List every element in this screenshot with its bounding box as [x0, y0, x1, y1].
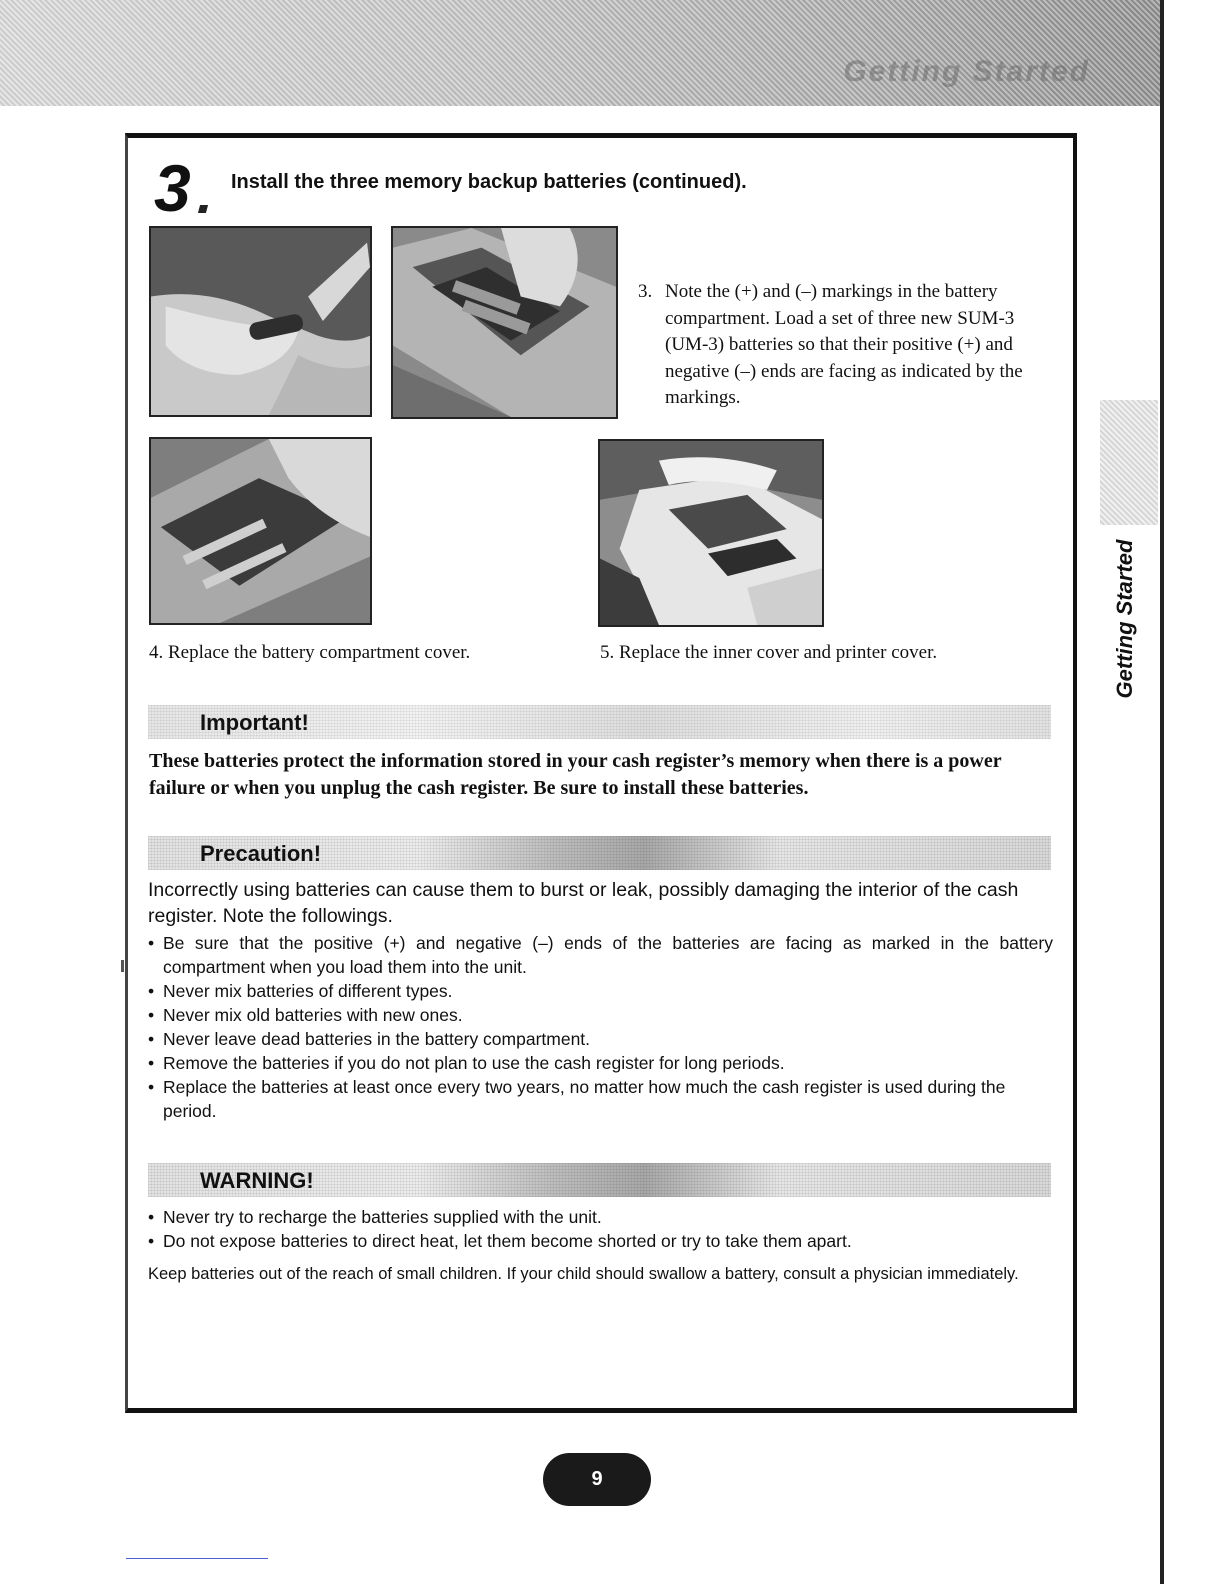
precaution-banner — [148, 836, 1051, 870]
precaution-list — [148, 931, 1053, 1123]
list-item: • Do not expose batteries to direct heat, let them become shorted or try to take them apart. — [148, 1229, 1053, 1253]
caption-step-4: 4. Replace the battery compartment cover. — [149, 642, 471, 663]
step-3-number: 3. — [638, 281, 653, 302]
list-item: • Never try to recharge the batteries supplied with the unit. — [148, 1205, 1053, 1229]
photo-compartment-cover — [149, 437, 372, 625]
warning-list — [148, 1205, 1053, 1253]
step-3-instruction — [638, 279, 1054, 412]
precaution-intro: Incorrectly using batteries can cause them to burst or leak, possibly damaging the interior of the cash register. Note the followings. — [148, 879, 1019, 927]
important-text: These batteries protect the information stored in your cash register’s memory when there is a power failure or when you unplug the cash register. Be sure to install these batteries. — [149, 750, 1002, 799]
side-tab — [1100, 400, 1158, 525]
important-label: Important! — [200, 710, 309, 735]
warning-label: WARNING! — [200, 1168, 314, 1193]
list-item: • Be sure that the positive (+) and negative (–) ends of the batteries are facing as marked in the battery compartment when you load them into the unit. — [148, 931, 1053, 979]
header-band — [0, 0, 1160, 106]
list-item: • Never leave dead batteries in the battery compartment. — [148, 1027, 1053, 1051]
list-item: • Never mix batteries of different types. — [148, 979, 1053, 1003]
caption-step-5: 5. Replace the inner cover and printer cover. — [600, 642, 938, 663]
list-item: • Remove the batteries if you do not plan to use the cash register for long periods. — [148, 1051, 1053, 1075]
photo-printer-cover — [598, 439, 824, 627]
step-number: 3 — [154, 151, 189, 225]
step-title: Install the three memory backup batteries (continued). — [231, 171, 747, 193]
frame-mark — [121, 960, 124, 972]
photo-hand-battery — [149, 226, 372, 417]
page-edge — [1160, 0, 1164, 1584]
photo-battery-compartment — [391, 226, 618, 419]
side-label-text: Getting Started — [1112, 539, 1137, 699]
important-banner — [148, 705, 1051, 739]
precaution-label: Precaution! — [200, 841, 322, 866]
warning-note: Keep batteries out of the reach of small children. If your child should swallow a battery, consult a physician immediately. — [148, 1265, 1019, 1283]
step-3-text: Note the (+) and (–) markings in the battery compartment. Load a set of three new SUM-3 (UM-3) batteries so that their positive (+) and negative (–) ends are facing as indicated by the markings. — [665, 281, 1023, 408]
list-item: • Replace the batteries at least once every two years, no matter how much the cash register is used during the period. — [148, 1075, 1053, 1123]
warning-banner — [148, 1163, 1051, 1197]
list-item: • Never mix old batteries with new ones. — [148, 1003, 1053, 1027]
page-number: 9 — [543, 1453, 651, 1506]
header-section-title: Getting Started — [843, 55, 1090, 88]
bottom-rule — [126, 1558, 268, 1559]
